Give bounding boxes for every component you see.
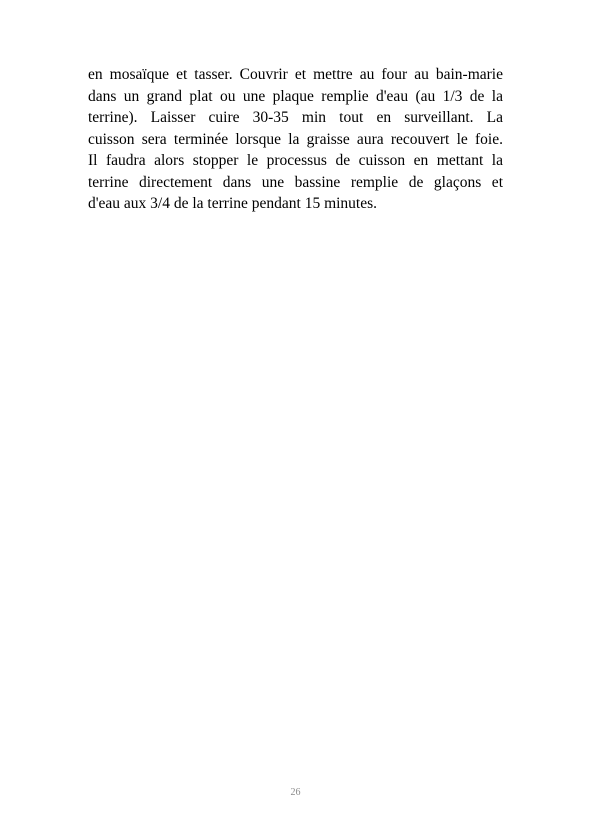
body-line: cuisson sera terminée lorsque la graisse aura recouvert le foie. bbox=[88, 130, 503, 148]
body-line: en mosaïque et tasser. Couvrir et mettre au four au bain-marie bbox=[88, 66, 503, 83]
body-line: Il faudra alors stopper le processus de cuisson en mettant la bbox=[88, 152, 503, 169]
page-number: 26 bbox=[290, 787, 301, 798]
body-paragraph bbox=[88, 64, 503, 215]
body-line: d'eau aux 3/4 de la terrine pendant 15 minutes. bbox=[88, 195, 378, 212]
body-line: terrine directement dans une bassine remplie de glaçons et bbox=[88, 173, 503, 191]
body-line: dans un grand plat ou une plaque remplie d'eau (au 1/3 de la bbox=[88, 87, 503, 105]
body-line: terrine). Laisser cuire 30-35 min tout en surveillant. La bbox=[88, 109, 503, 126]
